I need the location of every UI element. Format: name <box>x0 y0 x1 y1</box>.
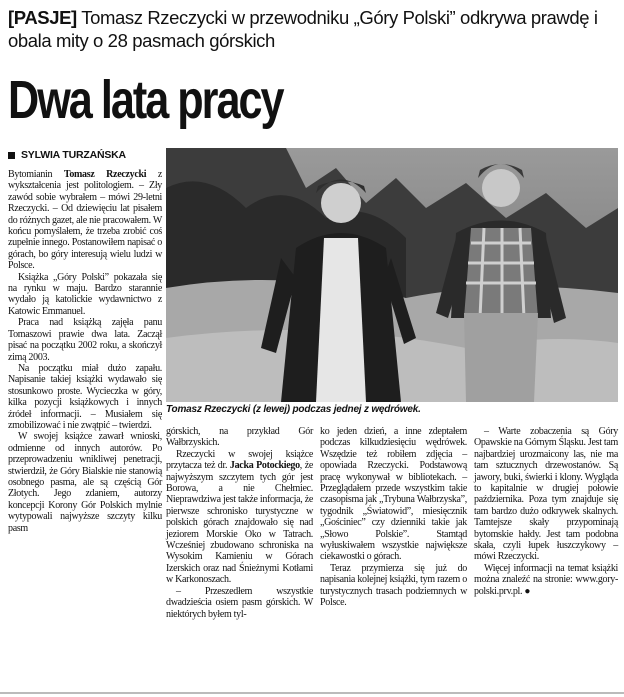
article-column-2 <box>166 426 313 620</box>
paragraph: górskich, na przykład Gór Wałbrzyskich. <box>166 426 313 449</box>
paragraph: Więcej informacji na temat książki można znaleźć na stronie: www.gory-polski.prv.pl. ● <box>474 562 618 597</box>
bottom-rule <box>0 692 624 694</box>
kicker-tag: [PASJE] <box>8 7 77 28</box>
kicker <box>8 6 618 52</box>
paragraph: Książka „Góry Polski” pokazała się na rynku w maju. Bardzo starannie wydało ją katolickie wydawnictwo z Katowic Emmanuel. <box>8 271 162 317</box>
kicker-text: Tomasz Rzeczycki w przewodniku „Góry Polski” odkrywa prawdę i obala mity o 28 pasmach górskich <box>8 7 598 51</box>
headline: Dwa lata pracy <box>8 70 283 130</box>
article-photo <box>166 148 618 402</box>
paragraph: – Przeszedłem wszystkie dwadzieścia osiem pasm górskich. W niektórych byłem tyl- <box>166 585 313 620</box>
paragraph: Praca nad książką zajęła panu Tomaszowi prawie dwa lata. Zaczął pisać na początku 2002 roku, a skończył zimą 2003. <box>8 317 162 363</box>
byline-author: SYLWIA TURZAŃSKA <box>21 149 126 161</box>
paragraph: ko jeden dzień, a inne zdeptałem podczas kilkudziesięciu wędrówek. Wszędzie też robiłem zdjęcia – opowiada Rzeczycki. Podstawową pracę wykonywał w bibliotekach. – Przeglądałem przede wszystkim takie czasopisma jak „Trybuna Wałbrzyska”, tygodnik „Światowid”, miesięcznik „Gościniec” czy dzienniki takie jak „Słowo Polskie”. Stamtąd wyłuskiwałem wszystkie największe ciekawostki o górach. <box>320 426 467 563</box>
photo-caption: Tomasz Rzeczycki (z lewej) podczas jednej z wędrówek. <box>166 404 421 415</box>
paragraph: Na początku miał dużo zapału. Napisanie takiej książki wydawało się stosunkowo proste. Wycieczka w góry, kilka pozycji książkowych i innych źródeł informacji. – Musiałem się zmobilizować i nie zwątpić – twierdzi. <box>8 362 162 431</box>
paragraph: Bytomianin Tomasz Rzeczycki z wykształcenia jest politologiem. – Zły zawód sobie wybrałem – mówi 29-letni Rzeczycki. – Od dziewięciu lat pisałem do różnych gazet, ale nie pracowałem. W końcu pomyślałem, że trzeba zrobić coś zupełnie innego. Postanowiłem napisać o górach, bo góry interesują wielu ludzi w Polsce. <box>8 169 162 272</box>
paragraph: – Warte zobaczenia są Góry Opawskie na Górnym Śląsku. Jest tam najbardziej urozmaicony las, nie ma tam sztucznych drzewostanów. Są jawory, buki, świerki i klony. Wygląda to kapitalnie w drugiej połowie października. Poza tym znajduje się tam bardzo dużo odkrywek skalnych. Tamtejsze skały przypominają bytomskie hałdy. Jest tam podobna skała, czyli łupek łuszczykowy – mówi Rzeczycki. <box>474 426 618 563</box>
article-column-3 <box>320 426 467 609</box>
paragraph: W swojej książce zawarł wnioski, odmienne od innych autorów. Po przeprowadzeniu wnikliwej penetracji, stwierdził, że Góry Bialskie nie stanowią osobnego pasma, ale są częścią Gór Złotych. Jego zdaniem, autorzy koncepcji Korony Gór Polskich mylnie wytypowali najwyższe szczyty kilku pasm <box>8 431 162 534</box>
photo-illustration <box>166 148 618 402</box>
paragraph: Teraz przymierza się już do napisania kolejnej książki, tym razem o turystycznych trasach podziemnych w Polsce. <box>320 562 467 609</box>
byline <box>8 149 168 161</box>
article-column-4 <box>474 426 618 597</box>
byline-square-icon <box>8 152 15 159</box>
article-column-1 <box>8 169 162 534</box>
paragraph: Rzeczycki w swojej książce przytacza też dr. Jacka Potockiego, że najwyższym szczytem tych gór jest Borowa, a nie Chełmiec. Nieprawdziwa jest także informacja, że pierwsze schronisko turystyczne w polskich górach znajdowało się nad jeziorem Morskie Oko w Tatrach. Wcześniej zbudowano schroniska na Wysokim Kamieniu w Górach Izerskich oraz nad Śnieżnymi Kotłami w Karkonoszach. <box>166 448 313 586</box>
